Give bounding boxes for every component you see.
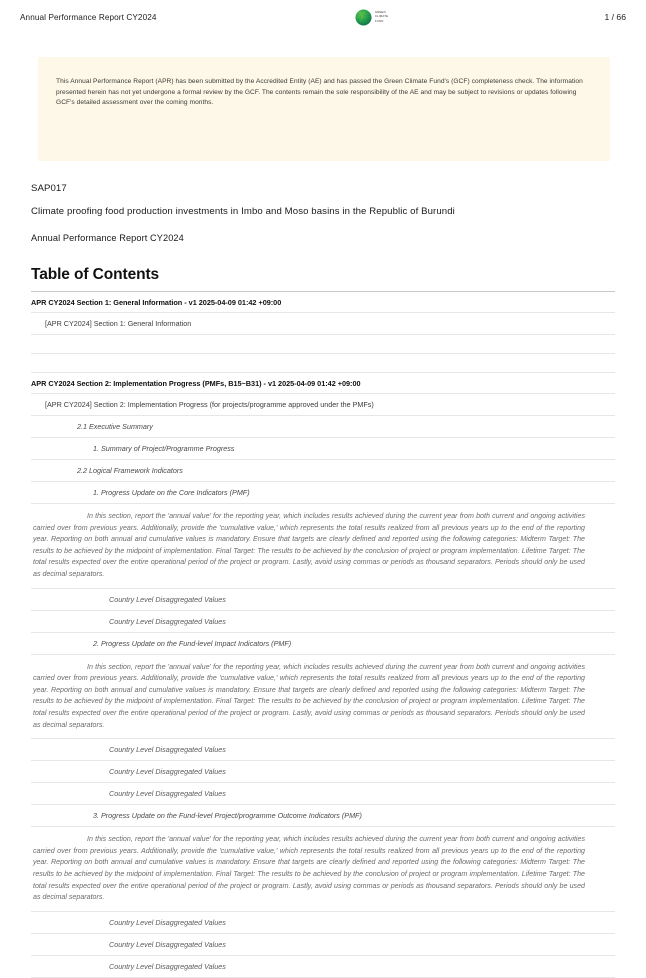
logo-line-1: GREEN bbox=[374, 10, 386, 15]
toc-entry[interactable]: APR CY2024 Section 1: General Information - v1 2025-04-09 01:42 +09:00 bbox=[31, 292, 615, 313]
toc-entry[interactable]: 1. Summary of Project/Programme Progress bbox=[31, 438, 615, 460]
document-title-block bbox=[31, 183, 611, 243]
toc-list bbox=[31, 292, 615, 978]
toc-entry[interactable]: 2.1 Executive Summary bbox=[31, 416, 615, 438]
toc-entry[interactable]: 2. Progress Update on the Fund-level Impact Indicators (PMF) bbox=[31, 633, 615, 655]
toc-description-text: In this section, report the 'annual value' for the reporting year, which includes results achieved during the current year from both current and ongoing activities carried over from previous years. Additionally, provide the 'cumulative value,' which represents the total results realized from all previous years up to the end of the reporting year. Reporting on both annual and cumulative values is mandatory. Ensure that targets are clearly defined and reported using the following categories: Midterm Target: The results to be achieved by the midpoint of implementation. Final Target: The results to be achieved by the conclusion of project or program implementation. Lifetime Target: The total results expected over the entire operational period of the project or program. Lastly, avoid using commas or periods as thousand separators. Periods should only be used as decimal separators. bbox=[31, 655, 615, 740]
toc-entry[interactable]: Country Level Disaggregated Values bbox=[31, 783, 615, 805]
toc-entry[interactable]: 1. Progress Update on the Core Indicators (PMF) bbox=[31, 482, 615, 504]
toc-entry[interactable]: Country Level Disaggregated Values bbox=[31, 739, 615, 761]
header-report-title: Annual Performance Report CY2024 bbox=[20, 12, 157, 22]
project-name: Climate proofing food production investments in Imbo and Moso basins in the Republic of Burundi bbox=[31, 206, 455, 217]
project-code: SAP017 bbox=[31, 183, 67, 194]
toc-entry[interactable]: 3. Progress Update on the Fund-level Project/programme Outcome Indicators (PMF) bbox=[31, 805, 615, 827]
toc-entry[interactable]: [APR CY2024] Section 1: General Information bbox=[31, 313, 615, 335]
toc-entry[interactable]: Country Level Disaggregated Values bbox=[31, 956, 615, 978]
toc-entry[interactable]: APR CY2024 Section 2: Implementation Progress (PMFs, B15~B31) - v1 2025-04-09 01:42 +09:00 bbox=[31, 373, 615, 394]
toc-heading: Table of Contents bbox=[31, 266, 615, 292]
gcf-wordmark bbox=[375, 11, 388, 22]
toc-entry[interactable]: 2.2 Logical Framework Indicators bbox=[31, 460, 615, 482]
toc-entry[interactable]: Country Level Disaggregated Values bbox=[31, 912, 615, 934]
toc-entry[interactable]: Country Level Disaggregated Values bbox=[31, 761, 615, 783]
toc-entry[interactable]: Country Level Disaggregated Values bbox=[31, 611, 615, 633]
table-of-contents bbox=[31, 266, 615, 978]
report-subtitle: Annual Performance Report CY2024 bbox=[31, 233, 184, 243]
disclaimer-text: This Annual Performance Report (APR) has been submitted by the Accredited Entity (AE) and has passed the Green Climate Fund's (GCF) completeness check. The information presented herein has not yet undergone a formal review by the GCF. The contents remain the sole responsibility of the AE and may be subject to revisions or updates following GCF's detailed assessment over the coming months. bbox=[56, 78, 583, 107]
globe-icon bbox=[355, 9, 372, 26]
toc-spacer bbox=[31, 354, 615, 373]
logo-line-3: FUND bbox=[374, 18, 384, 23]
gcf-logo bbox=[355, 9, 388, 26]
logo-line-2: CLIMATE bbox=[374, 14, 389, 19]
page-header bbox=[0, 0, 646, 34]
page-number: 1 / 66 bbox=[604, 12, 626, 22]
toc-spacer bbox=[31, 335, 615, 354]
disclaimer-notice bbox=[38, 57, 610, 161]
toc-entry[interactable]: Country Level Disaggregated Values bbox=[31, 589, 615, 611]
toc-description-text: In this section, report the 'annual value' for the reporting year, which includes results achieved during the current year from both current and ongoing activities carried over from previous years. Additionally, provide the 'cumulative value,' which represents the total results realized from all previous years up to the end of the reporting year. Reporting on both annual and cumulative values is mandatory. Ensure that targets are clearly defined and reported using the following categories: Midterm Target: The results to be achieved by the midpoint of implementation. Final Target: The results to be achieved by the conclusion of project or program implementation. Lifetime Target: The total results expected over the entire operational period of the project or program. Lastly, avoid using commas or periods as thousand separators. Periods should only be used as decimal separators. bbox=[31, 504, 615, 589]
toc-description-text: In this section, report the 'annual value' for the reporting year, which includes results achieved during the current year from both current and ongoing activities carried over from previous years. Additionally, provide the 'cumulative value,' which represents the total results realized from all previous years up to the end of the reporting year. Reporting on both annual and cumulative values is mandatory. Ensure that targets are clearly defined and reported using the following categories: Midterm Target: The results to be achieved by the midpoint of implementation. Final Target: The results to be achieved by the conclusion of project or program implementation. Lifetime Target: The total results expected over the entire operational period of the project or program. Lastly, avoid using commas or periods as thousand separators. Periods should only be used as decimal separators. bbox=[31, 827, 615, 912]
toc-entry[interactable]: [APR CY2024] Section 2: Implementation Progress (for projects/programme approved under the PMFs) bbox=[31, 394, 615, 416]
toc-entry[interactable]: Country Level Disaggregated Values bbox=[31, 934, 615, 956]
